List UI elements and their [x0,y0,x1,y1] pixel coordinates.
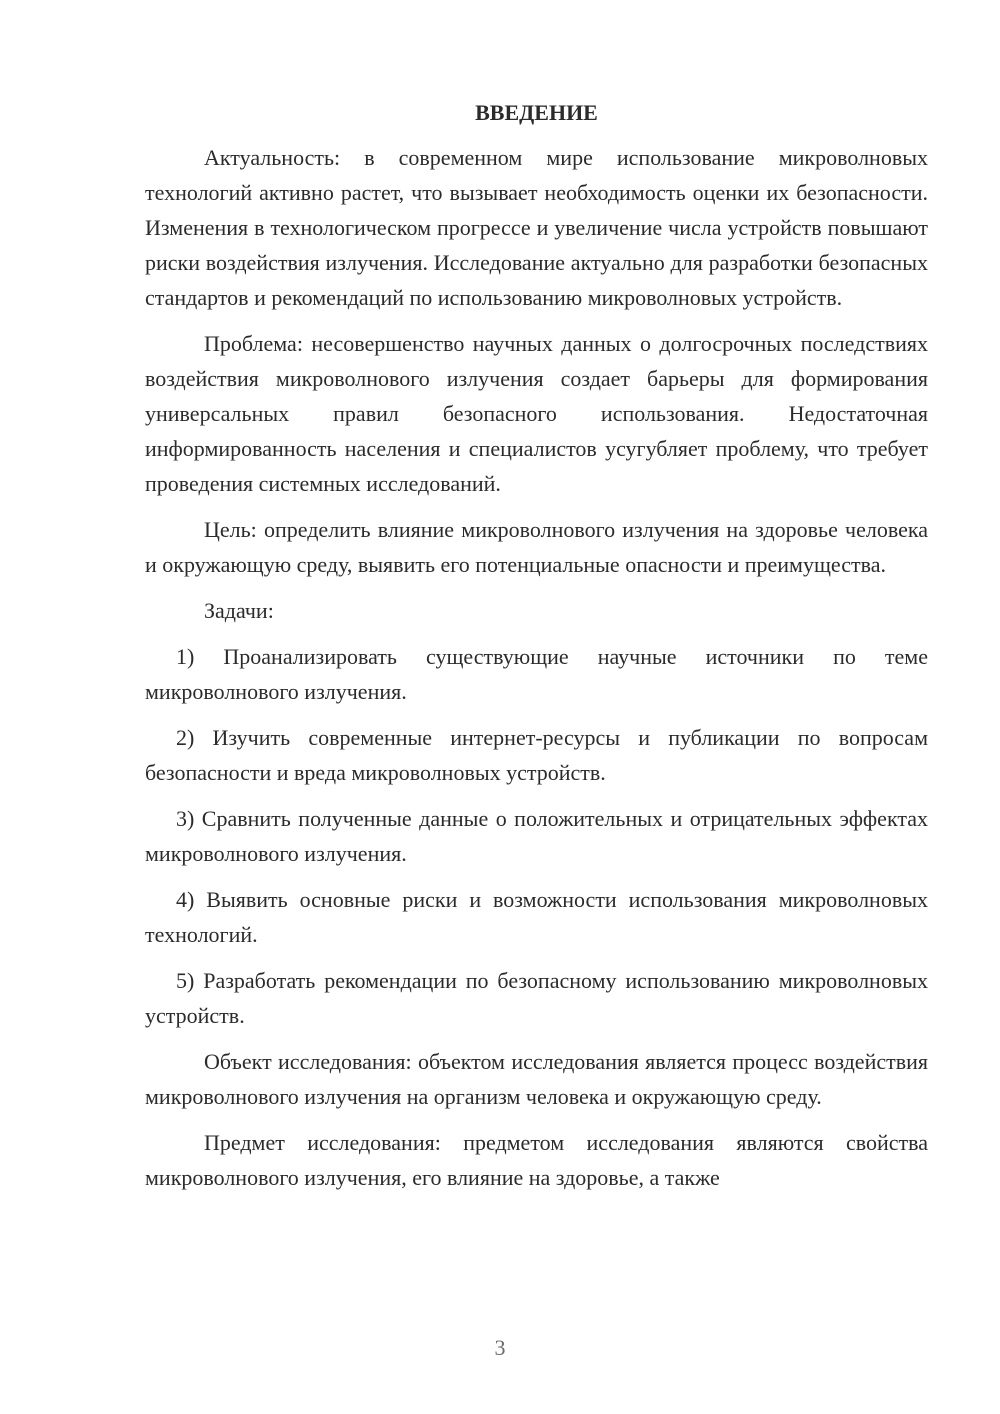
task-item-3: 3) Сравнить полученные данные о положительных и отрицательных эффектах микроволнового излучения. [145,806,928,866]
object-paragraph: Объект исследования: объектом исследования является процесс воздействия микроволнового излучения на организм человека и окружающую среду. [145,1049,928,1109]
problem-paragraph: Проблема: несовершенство научных данных о долгосрочных последствиях воздействия микроволнового излучения создает барьеры для формирования универсальных правил безопасного использования. Недостаточная информированность населения и специалистов усугубляет проблему, что требует проведения системных исследований. [145,331,928,496]
task-item-4: 4) Выявить основные риски и возможности использования микроволновых технологий. [145,887,928,947]
task-item-2: 2) Изучить современные интернет-ресурсы и публикации по вопросам безопасности и вреда микроволновых устройств. [145,725,928,785]
task-item-5: 5) Разработать рекомендации по безопасному использованию микроволновых устройств. [145,968,928,1028]
goal-paragraph: Цель: определить влияние микроволнового излучения на здоровье человека и окружающую среду, выявить его потенциальные опасности и преимущества. [145,517,928,577]
section-heading: ВВЕДЕНИЕ [475,100,598,125]
relevance-paragraph: Актуальность: в современном мире использование микроволновых технологий активно растет, что вызывает необходимость оценки их безопасности. Изменения в технологическом прогрессе и увеличение числа устройств повышают риски воздействия излучения. Исследование актуально для разработки безопасных стандартов и рекомендаций по использованию микроволновых устройств. [145,145,928,310]
page-number: 3 [494,1335,506,1360]
task-item-1: 1) Проанализировать существующие научные источники по теме микроволнового излучения. [145,644,928,704]
page-body [145,95,928,1206]
tasks-label: Задачи: [204,598,274,623]
subject-paragraph: Предмет исследования: предметом исследования являются свойства микроволнового излучения, его влияние на здоровье, а также [145,1130,928,1190]
